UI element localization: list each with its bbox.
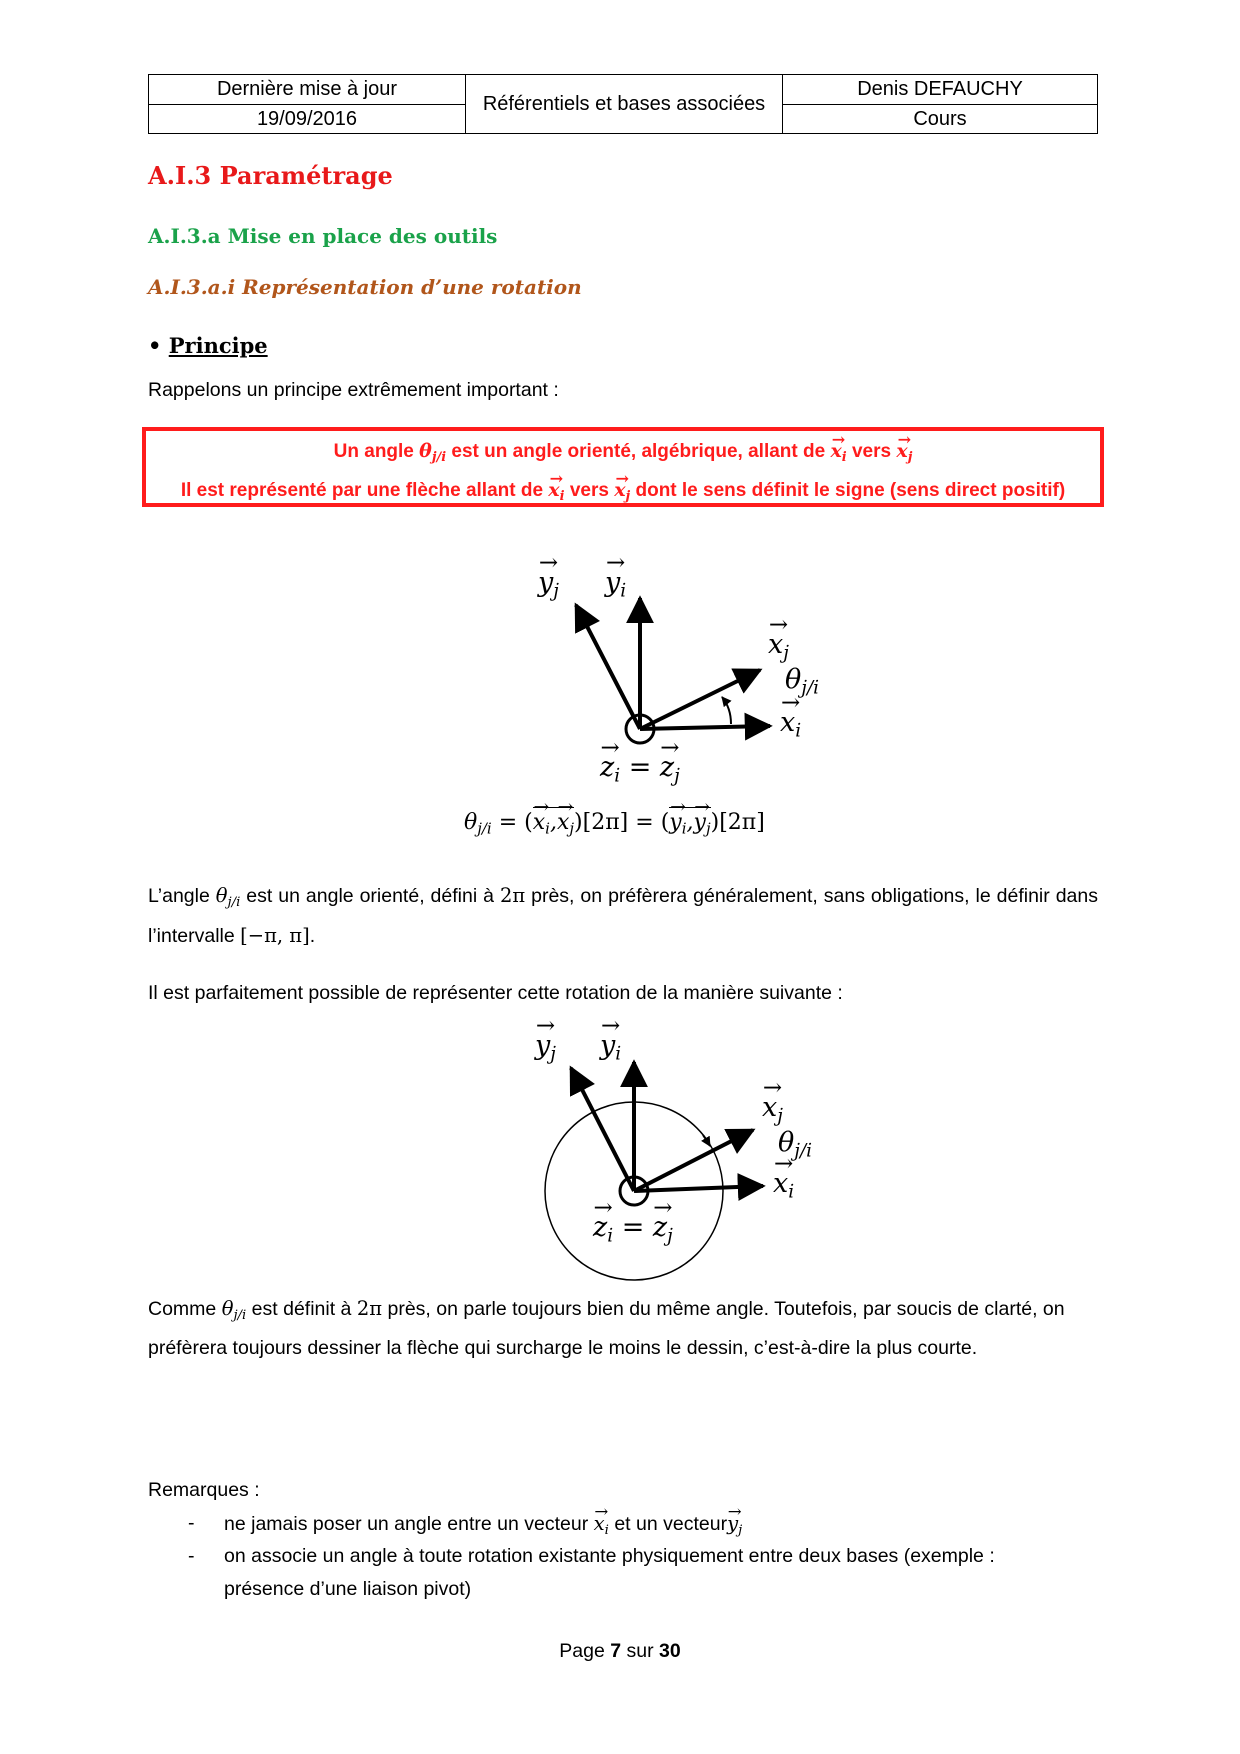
xj-vector xyxy=(640,670,760,729)
label-yj-2: → $y_j$ xyxy=(535,1030,556,1065)
heading-outils: A.I.3.a Mise en place des outils xyxy=(148,224,498,248)
paragraph-clarity: Comme $\theta_{j/i}$ est définit à 2π près, on parle toujours bien du même angle. Toutefois, par soucis de clarté, on préfèrera toujours dessiner la flèche qui surcharge le moins le dessin, c’est-à-dire la plus courte. xyxy=(148,1297,1065,1359)
yj-vector xyxy=(576,605,640,729)
principle-line-1: Un angle $\theta_{j/i}$ est un angle orienté, algébrique, allant de → $x_i$ vers → $x_j$ xyxy=(146,435,1100,474)
figure-rotation-2 xyxy=(545,1062,763,1280)
heading-parametrage: A.I.3 Paramétrage xyxy=(148,161,393,190)
xj-vector-2 xyxy=(634,1130,753,1191)
angle-arrow-short xyxy=(722,697,731,724)
principle-line-2: Il est représenté par une flèche allant de → $x_i$ vers → $x_j$ dont le sens définit le signe (sens direct positif) xyxy=(146,474,1100,513)
label-yi-2: → $y_i$ xyxy=(600,1030,621,1065)
paragraph-alternative: Il est parfaitement possible de représenter cette rotation de la manière suivante : xyxy=(148,982,843,1004)
header-doc-type: Cours xyxy=(783,104,1098,134)
page-footer: Page 7 sur 30 xyxy=(559,1640,681,1662)
header-title: Référentiels et bases associées xyxy=(466,75,783,134)
label-z-1: → $z_i$ = → $z_j$ xyxy=(600,752,680,787)
label-xj-2: → $x_j$ xyxy=(762,1092,783,1127)
header-date: 19/09/2016 xyxy=(149,104,466,134)
heading-representation: A.I.3.a.i Représentation d’une rotation xyxy=(148,275,582,299)
paragraph-angle-definition: L’angle $\theta_{j/i}$ est un angle orienté, défini à 2π près, on préfèrera généralement, sans obligations, le définir dans l’intervalle [−π, π]. xyxy=(148,884,1098,947)
label-theta-1: $\theta_{j/i}$ xyxy=(785,664,820,699)
remark-item-2: on associe un angle à toute rotation existante physiquement entre deux bases (exemple : présence d’une liaison pivot) xyxy=(224,1545,995,1600)
header-update-label: Dernière mise à jour xyxy=(149,75,466,105)
label-yi-1: → $y_i$ xyxy=(605,567,626,602)
yj-vector-2 xyxy=(571,1068,634,1191)
remark-bullet-2: - xyxy=(188,1545,195,1567)
label-xi-2: → $x_i$ xyxy=(773,1168,794,1203)
angle-arrow-long xyxy=(703,1135,710,1146)
xi-vector xyxy=(640,726,770,729)
angle-formula: $\theta_{j/i}$ = (→ $x_i,\to x_j)[2\pi]$ = (→ $y_i,\to y_j)[2\pi]$ xyxy=(464,810,765,837)
remark-bullet-1: - xyxy=(188,1512,195,1534)
label-yj-1: → $y_j$ xyxy=(538,567,559,602)
label-xi-1: → $x_i$ xyxy=(780,707,801,742)
label-theta-2: $\theta_{j/i}$ xyxy=(778,1127,813,1162)
remark-item-1: ne jamais poser un angle entre un vecteur → $x_i$ et un vecteur→ $y_j$ xyxy=(224,1507,742,1547)
remarks-title: Remarques : xyxy=(148,1479,260,1501)
heading-principe-label: Principe xyxy=(168,333,268,358)
heading-principe: • Principe xyxy=(148,333,268,358)
label-xj-1: → $x_j$ xyxy=(768,629,789,664)
intro-text: Rappelons un principe extrêmement important : xyxy=(148,379,559,401)
label-z-2: → $z_i$ = → $z_j$ xyxy=(593,1212,673,1247)
figure-rotation-1 xyxy=(576,598,770,743)
header-author: Denis DEFAUCHY xyxy=(783,75,1098,105)
xi-vector-2 xyxy=(634,1186,763,1191)
